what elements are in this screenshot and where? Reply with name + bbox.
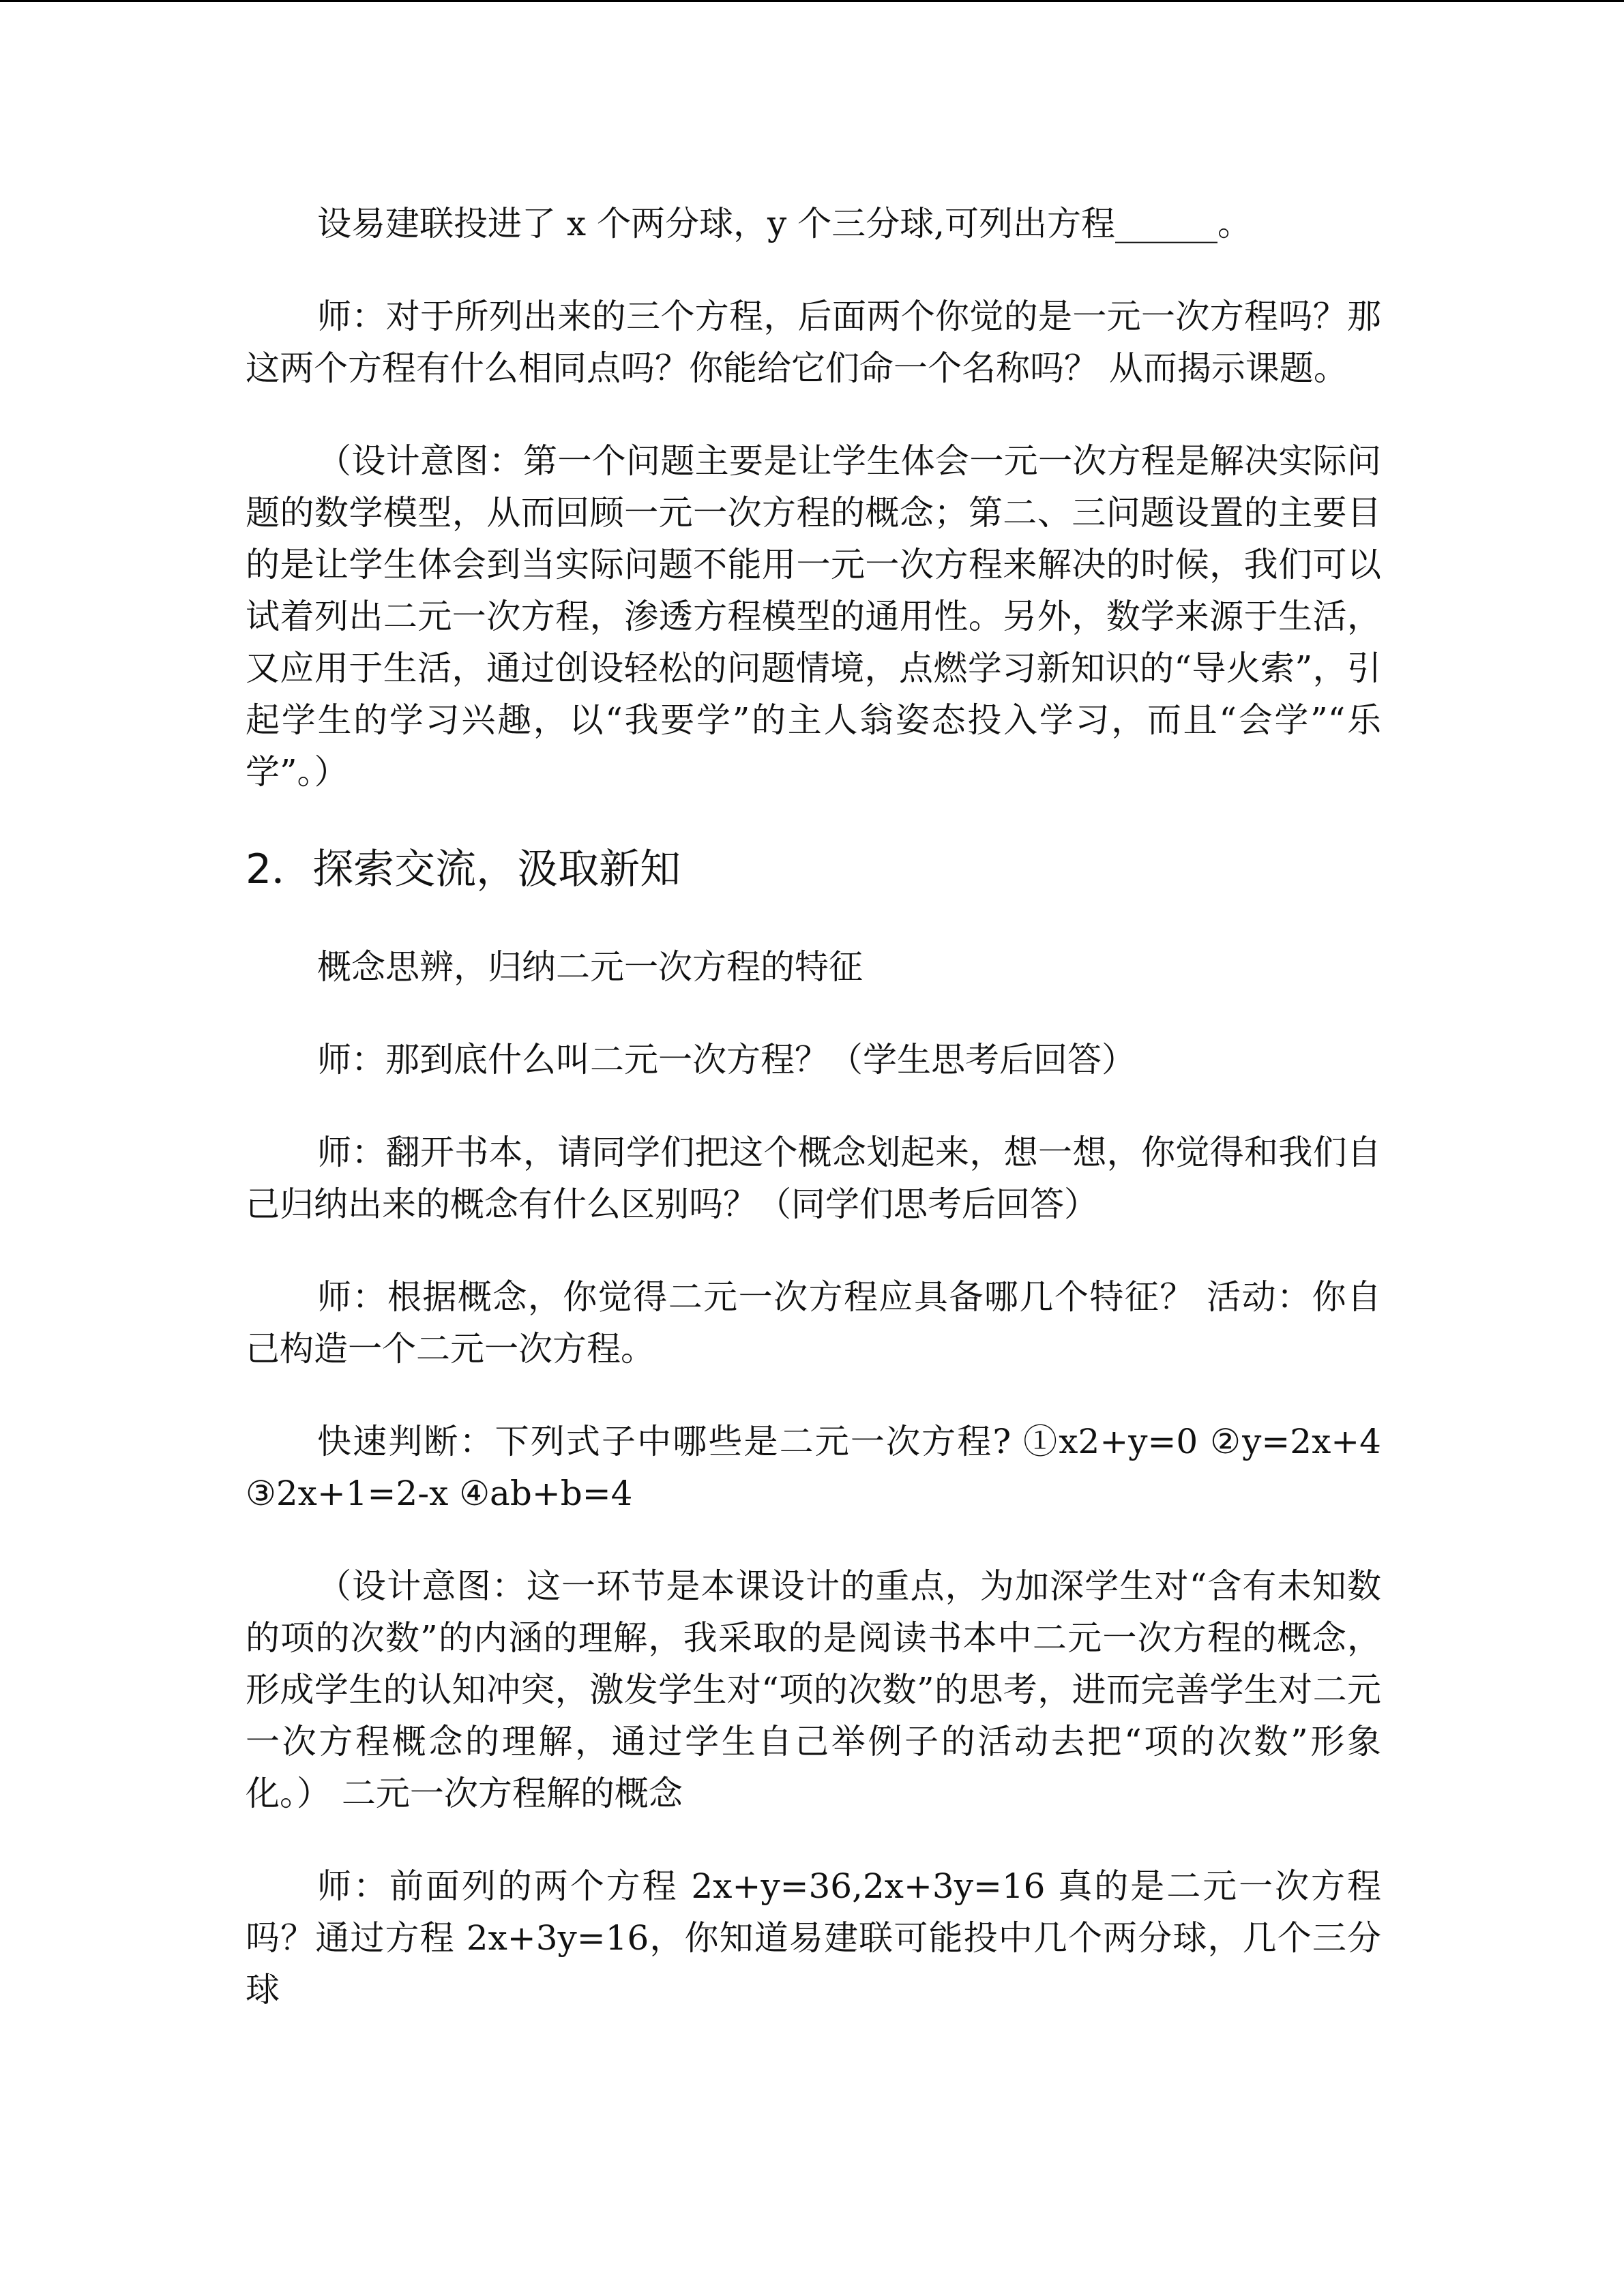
paragraph-equation-setup: 设易建联投进了 x 个两分球，y 个三分球,可列出方程______。 [317,204,1252,243]
paragraph-design-intent-1: （设计意图：第一个问题主要是让学生体会一元一次方程是解决实际问题的数学模型，从而回顾一元一次方程的概念；第二、三问题设置的主要目的是让学生体会到当实际问题不能用一元一次方程来解决的时候，我们可以试着列出二元一次方程，渗透方程模型的通用性。另外，数学来源于生活，又应用于生活，通过创设轻松的问题情境，点燃学习新知识的“导火索”，引起学生的学习兴趣，以“我要学”的主人翁姿态投入学习，而且“会学”“乐学”。） [246,441,1381,792]
paragraph-what-is-equation: 师：那到底什么叫二元一次方程？（学生思考后回答） [317,1040,1136,1079]
paragraph-open-book: 师：翻开书本，请同学们把这个概念划起来，想一想，你觉得和我们自己归纳出来的概念有什么区别吗？（同学们思考后回答） [246,1133,1381,1224]
paragraph-quick-judgment: 快速判断：下列式子中哪些是二元一次方程? ①x2+y=0 ②y=2x+4 ③2x+1=2-x ④ab+b=4 [246,1422,1381,1513]
paragraph-design-intent-2: （设计意图：这一环节是本课设计的重点，为加深学生对“含有未知数的项的次数”的内涵的理解，我采取的是阅读书本中二元一次方程的概念，形成学生的认知冲突，激发学生对“项的次数”的思考，进而完善学生对二元一次方程概念的理解，通过学生自己举例子的活动去把“项的次数”形象化。） 二元一次方程解的概念 [246,1566,1381,1813]
paragraph-solution-concept: 师：前面列的两个方程 2x+y=36,2x+3y=16 真的是二元一次方程吗？通过方程 2x+3y=16，你知道易建联可能投中几个两分球，几个三分球 [246,1866,1381,2010]
section-heading: 2．探索交流，汲取新知 [246,846,681,893]
paragraph-features-activity: 师：根据概念，你觉得二元一次方程应具备哪几个特征？ 活动：你自己构造一个二元一次方程。 [246,1277,1381,1369]
top-border [0,0,1624,2]
paragraph-concept-analysis: 概念思辨，归纳二元一次方程的特征 [317,947,863,987]
paragraph-teacher-question: 师：对于所列出来的三个方程，后面两个你觉的是一元一次方程吗？那这两个方程有什么相同点吗？你能给它们命一个名称吗？ 从而揭示课题。 [246,297,1381,388]
document-body [246,198,1381,2057]
